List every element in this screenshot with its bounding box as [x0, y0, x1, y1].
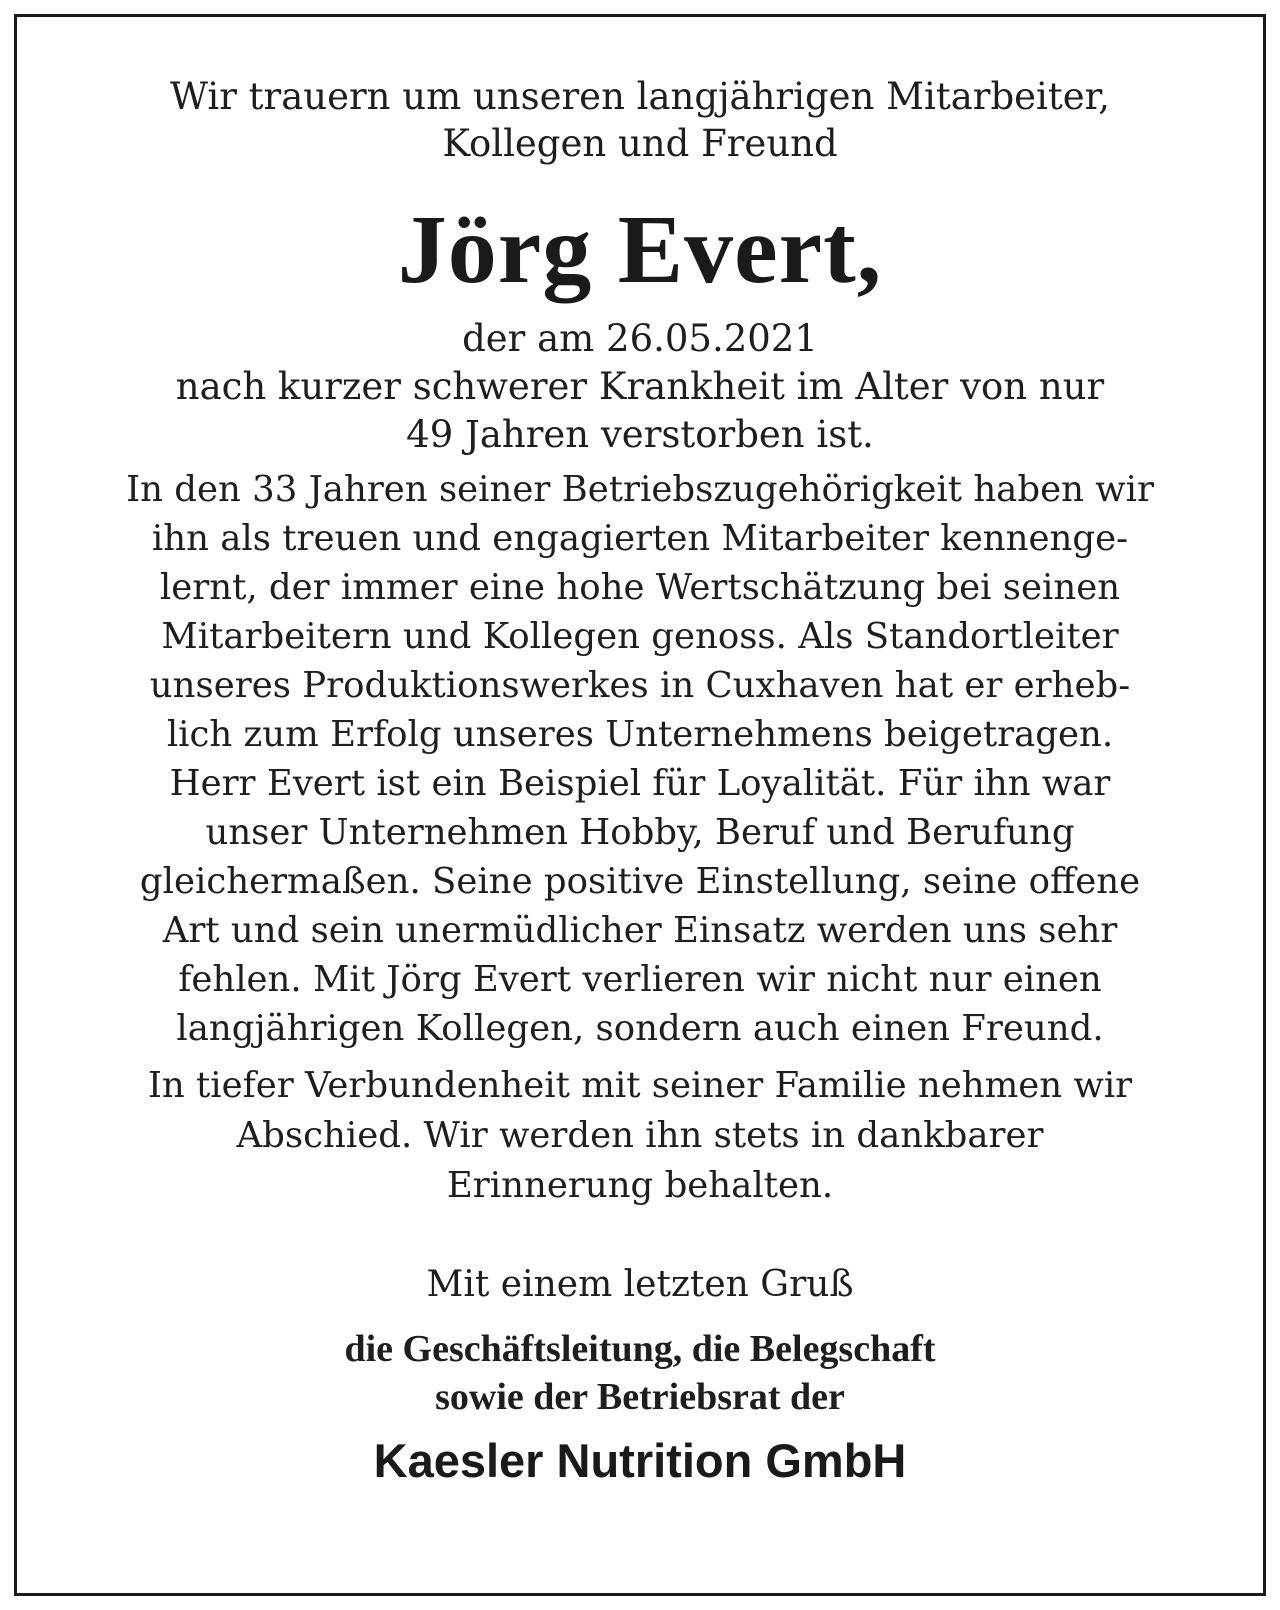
farewell-line: In tiefer Verbundenheit mit seiner Familie nehmen wir: [147, 1065, 1133, 1106]
tribute-line: unser Unternehmen Hobby, Beruf und Berufung: [205, 812, 1075, 853]
farewell-line: Abschied. Wir werden ihn stets in dankbarer: [236, 1115, 1044, 1156]
tribute-paragraph: [77, 465, 1203, 1053]
intro-text: [77, 73, 1203, 167]
tribute-line: fehlen. Mit Jörg Evert verlieren wir nicht nur einen: [178, 959, 1102, 1000]
tribute-line: Art und sein unermüdlicher Einsatz werden uns sehr: [162, 910, 1118, 951]
company-name: Kaesler Nutrition GmbH: [373, 1434, 907, 1487]
tribute-line: langjährigen Kollegen, sondern auch einen Freund.: [176, 1008, 1104, 1049]
farewell-line: Erinnerung behalten.: [446, 1165, 834, 1206]
closing-greeting: Mit einem letzten Gruß: [426, 1264, 854, 1305]
obituary-content: [77, 73, 1203, 1491]
tribute-line: lernt, der immer eine hohe Wertschätzung bei seinen: [159, 567, 1121, 608]
death-notice: [77, 315, 1203, 459]
obituary-frame: [14, 14, 1266, 1596]
signers-line: die Geschäftsleitung, die Belegschaft: [344, 1328, 936, 1370]
tribute-line: Mitarbeitern und Kollegen genoss. Als Standortleiter: [161, 616, 1119, 657]
tribute-line: unseres Produktionswerkes in Cuxhaven hat er erheb-: [149, 665, 1131, 706]
tribute-line: lich zum Erfolg unseres Unternehmens beigetragen.: [166, 714, 1114, 755]
signers: [77, 1325, 1203, 1421]
tribute-line: Herr Evert ist ein Beispiel für Loyalität. Für ihn war: [169, 763, 1111, 804]
death-notice-line: der am 26.05.2021: [462, 317, 818, 360]
tribute-line: ihn als treuen und engagierten Mitarbeiter kennenge-: [151, 518, 1129, 559]
intro-line: Wir trauern um unseren langjährigen Mitarbeiter,: [169, 75, 1111, 118]
intro-line: Kollegen und Freund: [442, 122, 838, 165]
tribute-line: gleichermaßen. Seine positive Einstellung, seine offene: [139, 861, 1141, 902]
farewell-paragraph: [77, 1061, 1203, 1211]
deceased-name: Jörg Evert,: [397, 196, 883, 304]
tribute-line: In den 33 Jahren seiner Betriebszugehörigkeit haben wir: [126, 469, 1154, 510]
signers-line: sowie der Betriebsrat der: [435, 1376, 845, 1418]
death-notice-line: 49 Jahren verstorben ist.: [406, 413, 874, 456]
death-notice-line: nach kurzer schwerer Krankheit im Alter von nur: [175, 365, 1105, 408]
